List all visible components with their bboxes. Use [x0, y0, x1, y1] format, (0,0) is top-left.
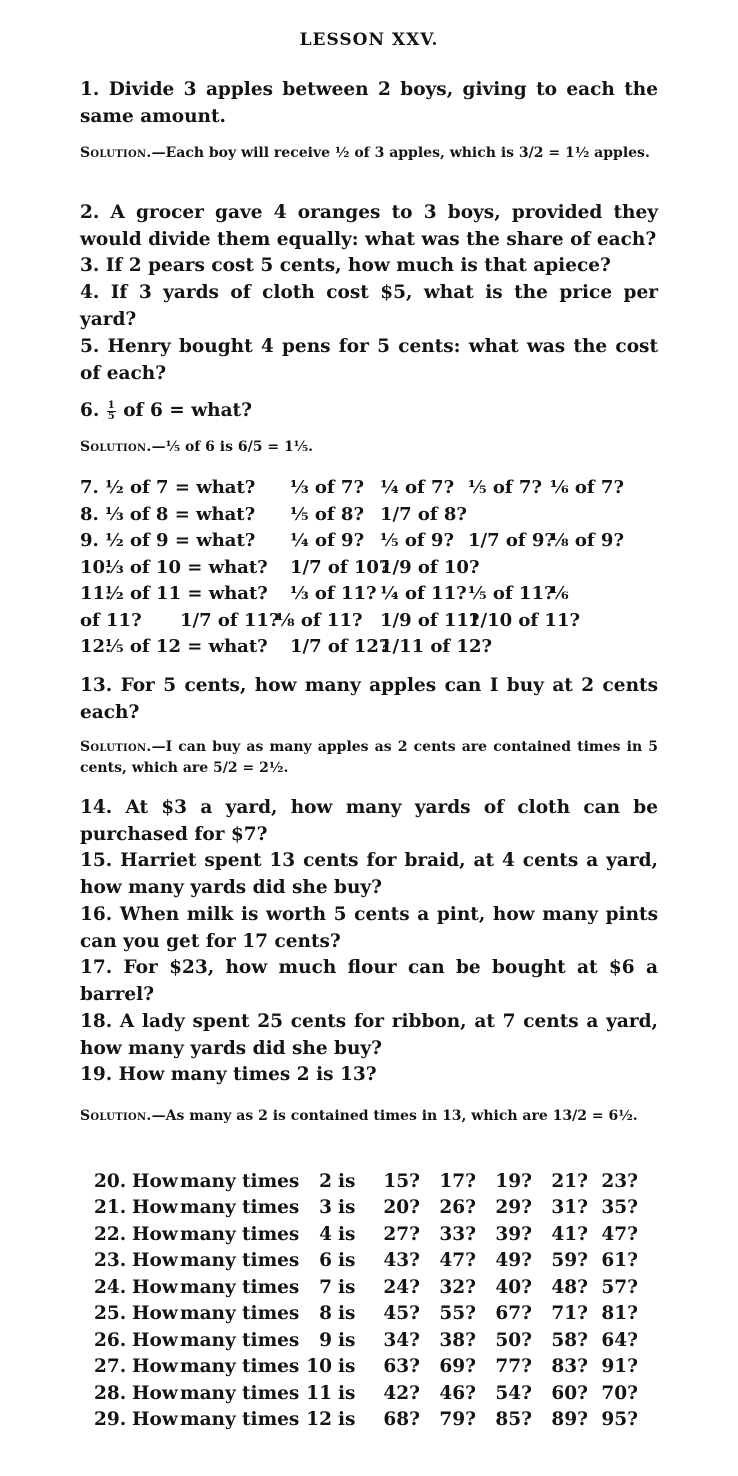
solution-text: —As many as 2 is contained times in 13, which are 13/2 = 6½. [151, 1108, 638, 1124]
solution-label: Solution. [80, 1108, 152, 1124]
solution-label: Solution. [80, 439, 152, 455]
times-cell: is [338, 1170, 356, 1192]
times-row [94, 1248, 638, 1275]
times-cell: 21? [551, 1170, 588, 1192]
times-cell: many [180, 1382, 236, 1404]
practice-item: ⅓ of 10 = what? [105, 556, 268, 578]
fraction: $\frac{1}{5}$ [107, 399, 115, 422]
question-number: 8. [80, 503, 99, 525]
times-cell: 17? [439, 1170, 476, 1192]
question-number: 11. [80, 583, 112, 604]
times-cell: 40? [495, 1276, 532, 1298]
solution-text: —I can buy as many apples as 2 cents are contained times in 5 cents, which are 5/2 = 2½. [80, 739, 658, 776]
question-1: 1. Divide 3 apples between 2 boys, giving to each the same amount. [80, 79, 658, 127]
practice-item: ¼ of 9? [290, 530, 365, 551]
times-cell: 38? [439, 1329, 476, 1351]
times-cell: How [132, 1382, 178, 1404]
practice-item: 1/7 of 10? [290, 556, 390, 578]
practice-item: ½ of 7 = what? [105, 477, 256, 498]
question-13: 13. For 5 cents, how many apples can I buy at 2 cents each? [80, 675, 658, 723]
practice-item: of 11? [80, 609, 142, 631]
solution-1 [80, 143, 658, 164]
times-cell: times [242, 1329, 300, 1351]
practice-item: ⅛ of 9? [550, 530, 624, 551]
practice-item: ⅕ of 9? [380, 530, 454, 551]
times-cell: times [242, 1276, 300, 1298]
times-cell: 11 [306, 1382, 332, 1404]
times-cell: times [242, 1197, 300, 1219]
times-cell: 24. [94, 1276, 127, 1298]
practice-item: ¼ of 11? [380, 583, 467, 604]
times-cell: 2 [319, 1170, 332, 1192]
times-cell: 6 [319, 1250, 332, 1272]
times-cell: many [180, 1170, 236, 1192]
solution-text: —Each boy will receive ½ of 3 apples, which is 3/2 = 1½ apples. [151, 145, 650, 161]
times-cell: How [132, 1250, 178, 1272]
times-cell: How [132, 1409, 178, 1431]
times-cell: 20? [383, 1197, 420, 1219]
times-cell: 41? [551, 1223, 588, 1245]
times-row [94, 1168, 638, 1195]
times-row [94, 1274, 638, 1301]
times-cell: many [180, 1276, 236, 1298]
times-cell: 68? [383, 1409, 420, 1431]
times-cell: is [338, 1276, 356, 1298]
times-cell: How [132, 1356, 178, 1378]
times-row [94, 1407, 638, 1434]
times-cell: many [180, 1356, 236, 1378]
practice-item: ⅙ [550, 583, 569, 604]
question-4: 4. If 3 yards of cloth cost $5, what is the price per yard? [80, 282, 658, 330]
times-cell: 39? [495, 1223, 532, 1245]
times-cell: 47? [601, 1223, 638, 1245]
question-18: 18. A lady spent 25 cents for ribbon, at 7 cents a yard, how many yards did she buy? [80, 1011, 658, 1059]
times-cell: many [180, 1409, 236, 1431]
times-cell: many [180, 1329, 236, 1351]
times-cell: 67? [495, 1303, 532, 1325]
times-row [94, 1327, 638, 1354]
times-cell: 22. [94, 1223, 127, 1245]
times-cell: 55? [439, 1303, 476, 1325]
practice-item: ⅕ of 7? [468, 477, 542, 498]
times-cell: 42? [383, 1382, 420, 1404]
times-cell: 21. [94, 1197, 127, 1219]
times-cell: is [338, 1356, 356, 1378]
lesson-title: LESSON XXV. [299, 30, 439, 50]
times-cell: 29. [94, 1409, 127, 1431]
times-cell: times [242, 1170, 300, 1192]
times-cell: 29? [495, 1197, 532, 1219]
times-cell: times [242, 1250, 300, 1272]
times-cell: is [338, 1329, 356, 1351]
times-cell: 32? [439, 1276, 476, 1298]
practice-item: ⅛ of 11? [276, 609, 363, 631]
question-3: 3. If 2 pears cost 5 cents, how much is that apiece? [80, 255, 611, 276]
times-cell: 43? [383, 1250, 420, 1272]
question-16: 16. When milk is worth 5 cents a pint, how many pints can you get for 17 cents? [80, 904, 658, 952]
practice-item: ½ of 11 = what? [105, 583, 268, 604]
times-cell: many [180, 1303, 236, 1325]
times-cell: times [242, 1223, 300, 1245]
solution-13 [80, 737, 658, 779]
question-17: 17. For $23, how much flour can be bought at $6 a barrel? [80, 957, 658, 1005]
solution-text: —⅕ of 6 is 6/5 = 1⅕. [151, 439, 314, 455]
practice-item: 1/9 of 11? [380, 609, 480, 631]
times-cell: 46? [439, 1382, 476, 1404]
question-15: 15. Harriet spent 13 cents for braid, at 4 cents a yard, how many yards did she buy? [80, 850, 658, 898]
times-cell: 91? [601, 1356, 638, 1378]
times-row [94, 1221, 638, 1248]
times-cell: 60? [551, 1382, 588, 1404]
times-cell: 28. [94, 1382, 127, 1404]
times-cell: How [132, 1170, 178, 1192]
times-cell: 10 [306, 1356, 332, 1378]
times-cell: many [180, 1197, 236, 1219]
times-cell: 33? [439, 1223, 476, 1245]
practice-item: ⅓ of 7? [290, 477, 364, 498]
question-2: 2. A grocer gave 4 oranges to 3 boys, provided they would divide them equally: what was the share of each? [80, 202, 658, 250]
times-table [94, 1168, 638, 1433]
times-cell: How [132, 1329, 178, 1351]
practice-item: 1/7 of 9? [468, 530, 555, 551]
times-cell: 27? [383, 1223, 420, 1245]
question-6 [80, 398, 658, 425]
times-cell: 35? [601, 1197, 638, 1219]
times-cell: 81? [601, 1303, 638, 1325]
times-cell: many [180, 1223, 236, 1245]
times-cell: How [132, 1303, 178, 1325]
times-cell: 24? [383, 1276, 420, 1298]
times-cell: 47? [439, 1250, 476, 1272]
solution-label: Solution. [80, 739, 152, 755]
practice-item: 1/7 of 8? [380, 503, 467, 525]
times-cell: times [242, 1409, 300, 1431]
times-cell: 71? [551, 1303, 588, 1325]
question-number: 12. [80, 636, 112, 657]
practice-item: ⅕ of 12 = what? [105, 636, 268, 657]
times-cell: 57? [601, 1276, 638, 1298]
times-cell: How [132, 1276, 178, 1298]
times-cell: 19? [495, 1170, 532, 1192]
times-cell: 8 [319, 1303, 332, 1325]
question-19: 19. How many times 2 is 13? [80, 1064, 377, 1085]
times-cell: 23. [94, 1250, 127, 1272]
times-cell: 34? [383, 1329, 420, 1351]
times-cell: 59? [551, 1250, 588, 1272]
practice-item: 1/7 of 12? [290, 636, 390, 657]
times-cell: 69? [439, 1356, 476, 1378]
times-cell: many [180, 1250, 236, 1272]
times-cell: How [132, 1223, 178, 1245]
times-cell: 20. [94, 1170, 127, 1192]
times-cell: is [338, 1409, 356, 1431]
times-cell: 95? [601, 1409, 638, 1431]
times-cell: 70? [601, 1382, 638, 1404]
times-cell: 79? [439, 1409, 476, 1431]
practice-item: ⅓ of 8 = what? [105, 503, 256, 525]
times-cell: 54? [495, 1382, 532, 1404]
practice-item: 1/10 of 11? [468, 609, 581, 631]
times-cell: 9 [319, 1329, 332, 1351]
times-cell: 4 [319, 1223, 332, 1245]
times-cell: is [338, 1382, 356, 1404]
times-cell: 89? [551, 1409, 588, 1431]
times-cell: times [242, 1382, 300, 1404]
times-cell: 49? [495, 1250, 532, 1272]
question-number: 10. [80, 556, 112, 578]
times-cell: 27. [94, 1356, 127, 1378]
times-row [94, 1301, 638, 1328]
practice-item: ⅓ of 11? [290, 583, 377, 604]
times-cell: 31? [551, 1197, 588, 1219]
times-cell: is [338, 1197, 356, 1219]
times-cell: times [242, 1356, 300, 1378]
times-row [94, 1354, 638, 1381]
practice-item: 1/7 of 11? [180, 609, 280, 631]
times-cell: 12 [306, 1409, 332, 1431]
question-14: 14. At $3 a yard, how many yards of cloth can be purchased for $7? [80, 797, 658, 845]
times-row [94, 1380, 638, 1407]
times-cell: 63? [383, 1356, 420, 1378]
practice-item: ¼ of 7? [380, 477, 455, 498]
times-row [94, 1195, 638, 1222]
times-cell: 26? [439, 1197, 476, 1219]
solution-label: Solution. [80, 145, 152, 161]
times-cell: is [338, 1250, 356, 1272]
times-cell: 23? [601, 1170, 638, 1192]
times-cell: 77? [495, 1356, 532, 1378]
times-cell: 26. [94, 1329, 127, 1351]
times-cell: 83? [551, 1356, 588, 1378]
times-cell: 7 [319, 1276, 332, 1298]
question-text: of 6 = what? [123, 400, 252, 421]
times-cell: 25. [94, 1303, 127, 1325]
times-cell: 15? [383, 1170, 420, 1192]
question-number: 6. [80, 400, 100, 421]
practice-item: ⅕ of 8? [290, 503, 364, 525]
times-cell: How [132, 1197, 178, 1219]
times-cell: is [338, 1303, 356, 1325]
question-number: 7. [80, 477, 99, 498]
solution-19 [80, 1106, 658, 1127]
times-cell: 61? [601, 1250, 638, 1272]
practice-item: ⅕ of 11? [468, 583, 555, 604]
times-cell: 64? [601, 1329, 638, 1351]
solution-6 [80, 437, 658, 458]
question-5: 5. Henry bought 4 pens for 5 cents: what was the cost of each? [80, 336, 658, 384]
times-cell: 85? [495, 1409, 532, 1431]
times-cell: 48? [551, 1276, 588, 1298]
times-cell: 45? [383, 1303, 420, 1325]
practice-item: 1/9 of 10? [380, 556, 480, 578]
times-cell: 58? [551, 1329, 588, 1351]
question-number: 9. [80, 530, 99, 551]
times-cell: is [338, 1223, 356, 1245]
times-cell: 50? [495, 1329, 532, 1351]
practice-item: ⅙ of 7? [550, 477, 624, 498]
practice-item: 1/11 of 12? [380, 636, 493, 657]
times-cell: times [242, 1303, 300, 1325]
practice-item: ½ of 9 = what? [105, 530, 256, 551]
times-cell: 3 [319, 1197, 332, 1219]
